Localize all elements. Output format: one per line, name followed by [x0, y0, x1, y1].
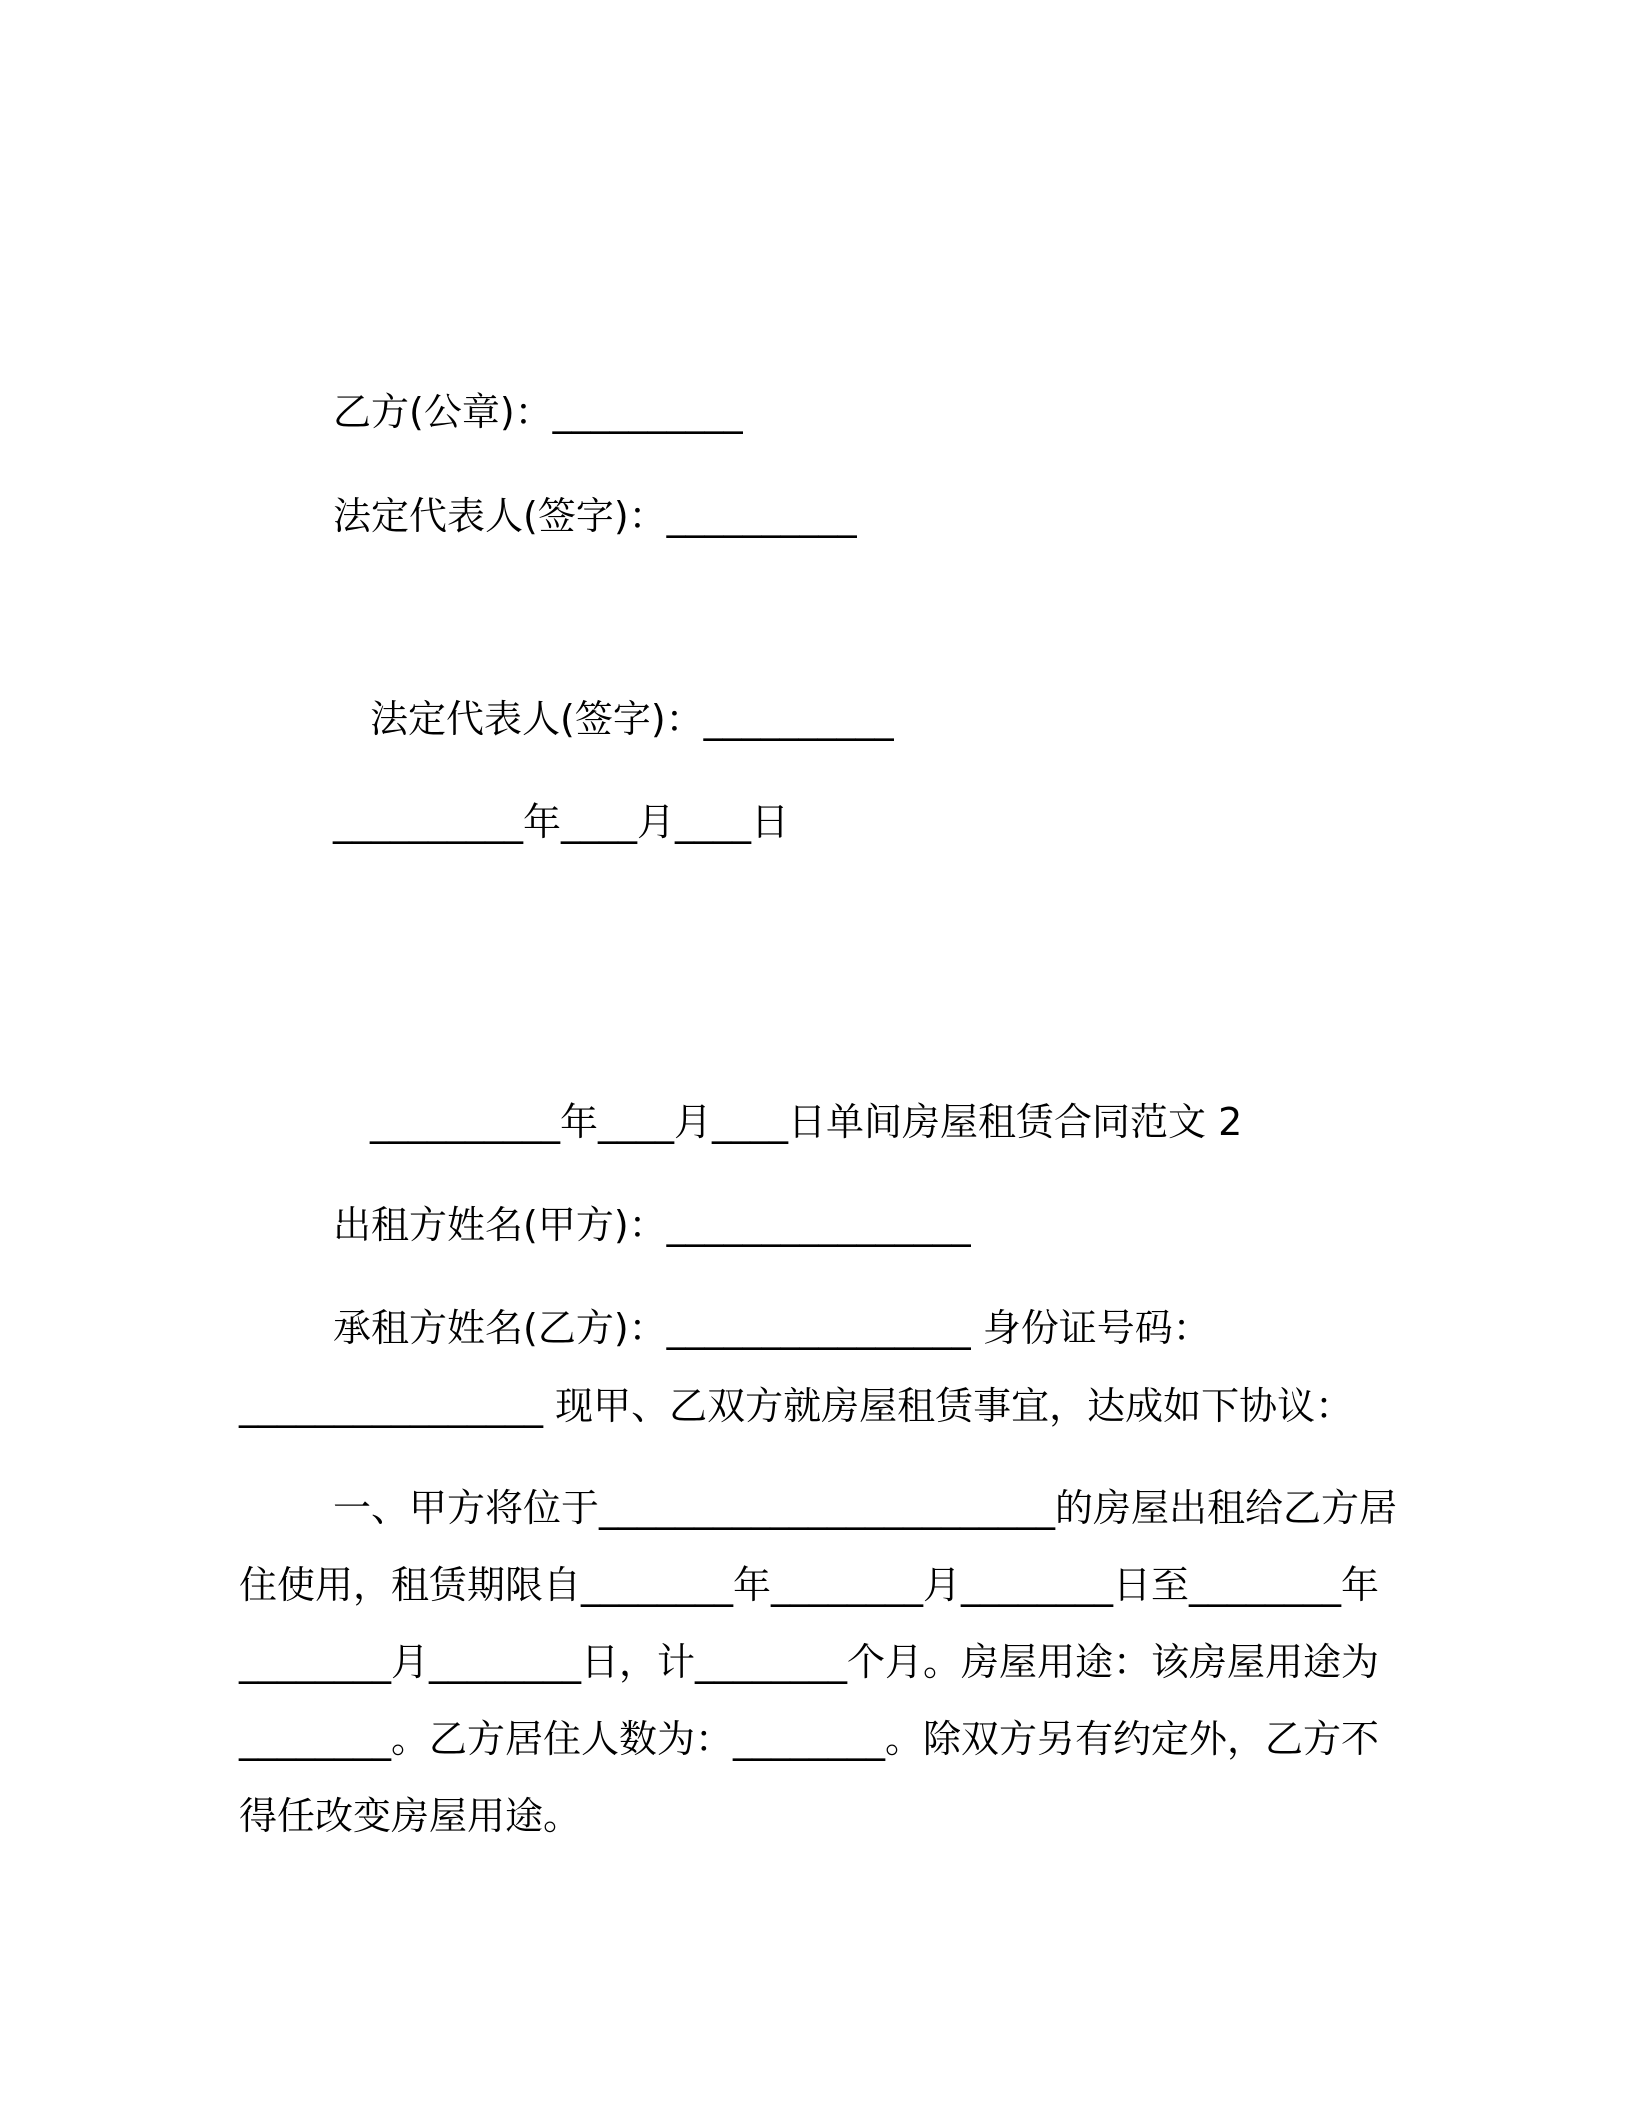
lessor-name-line: 出租方姓名(甲方)：________________: [333, 1203, 971, 1247]
legal-representative-line-1: 法定代表人(签字)：__________: [333, 494, 857, 538]
signing-date-line: __________年____月____日: [333, 800, 790, 844]
clause-1-line-4: ________。乙方居住人数为：________。除双方另有约定外，乙方不: [239, 1717, 1380, 1761]
agreement-intro-line: ________________ 现甲、乙双方就房屋租赁事宜，达成如下协议：: [239, 1384, 1354, 1428]
clause-1-line-1: 一、甲方将位于________________________的房屋出租给乙方居: [333, 1486, 1398, 1530]
lessee-name-line: 承租方姓名(乙方)：________________ 身份证号码：: [333, 1306, 1211, 1350]
clause-1-line-5: 得任改变房屋用途。: [239, 1794, 582, 1838]
clause-1-line-3: ________月________日，计________个月。房屋用途：该房屋用途为: [239, 1640, 1380, 1684]
contract-title-line: __________年____月____日单间房屋租赁合同范文 2: [370, 1100, 1243, 1144]
party-b-seal-line: 乙方(公章)：__________: [333, 390, 743, 434]
legal-representative-line-2: 法定代表人(签字)：__________: [370, 697, 894, 741]
clause-1-line-2: 住使用，租赁期限自________年________月________日至________年: [239, 1563, 1380, 1607]
